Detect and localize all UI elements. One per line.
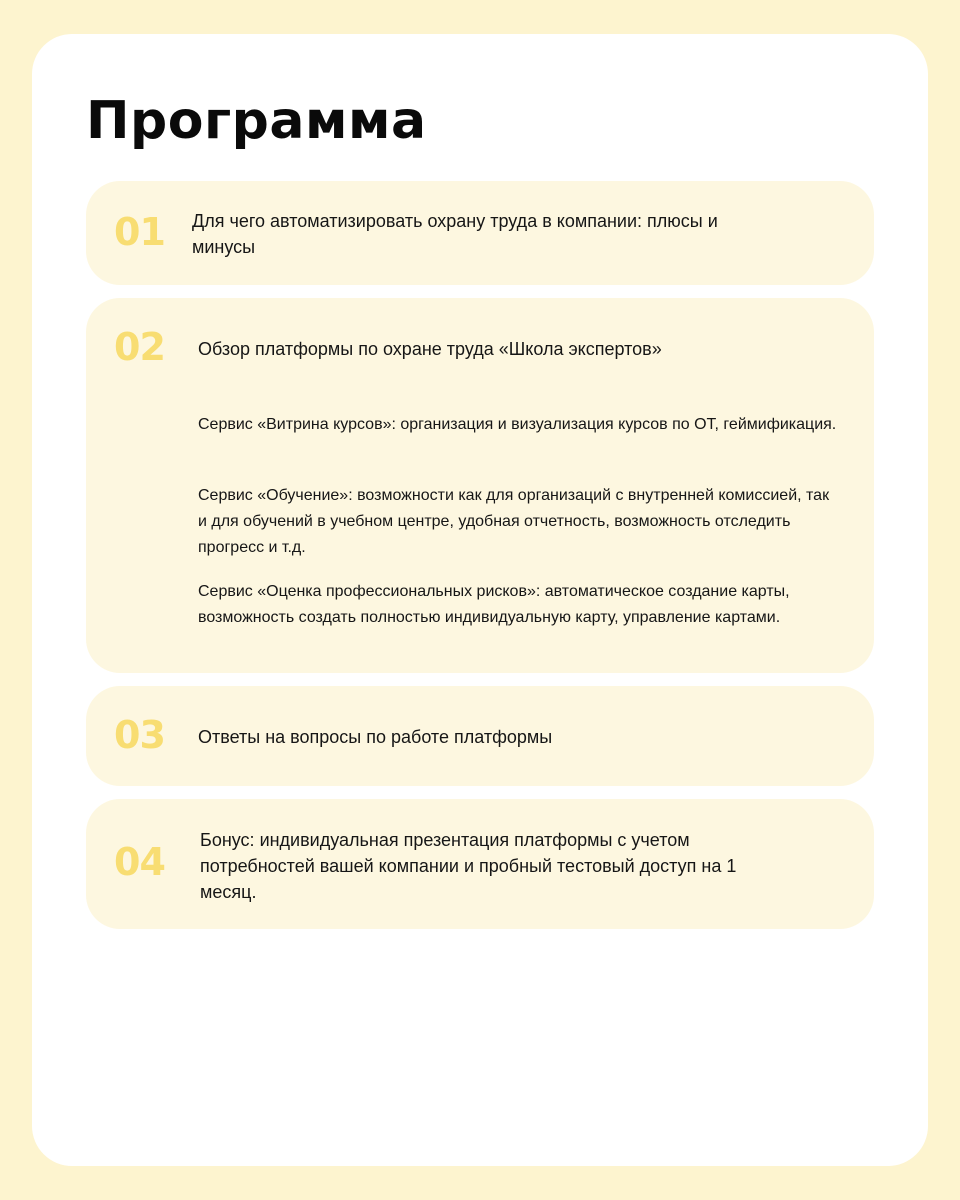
item-text: Ответы на вопросы по работе платформы: [198, 727, 553, 747]
item-number: 01: [114, 210, 165, 254]
item-number: 03: [114, 713, 165, 757]
item-text: Обзор платформы по охране труда «Школа экспертов»: [198, 339, 662, 359]
item-number: 04: [114, 840, 165, 884]
subitem-training: Сервис «Обучение»: возможности как для организаций с внутренней комиссией, так и для обучений в учебном центре, удобная отчетность, возможность отследить прогресс и т.д.: [198, 487, 830, 556]
subitem-risk-assessment: Сервис «Оценка профессиональных рисков»: автоматическое создание карты, возможность создать полностью индивидуальную карту, управление картами.: [198, 583, 790, 626]
item-text: Бонус: индивидуальная презентация платформы с учетом потребностей вашей компании и пробный тестовый доступ на 1 месяц.: [200, 830, 737, 902]
subitem-showcase: Сервис «Витрина курсов»: организация и визуализация курсов по ОТ, геймификация.: [198, 416, 837, 433]
program-item-03: [86, 686, 874, 786]
program-item-02: [86, 298, 874, 673]
program-item-04: [86, 799, 874, 929]
item-text: Для чего автоматизировать охрану труда в компании: плюсы и минусы: [192, 211, 718, 257]
program-item-01: [86, 181, 874, 285]
page-title: Программа: [86, 91, 427, 151]
item-number: 02: [114, 325, 165, 369]
